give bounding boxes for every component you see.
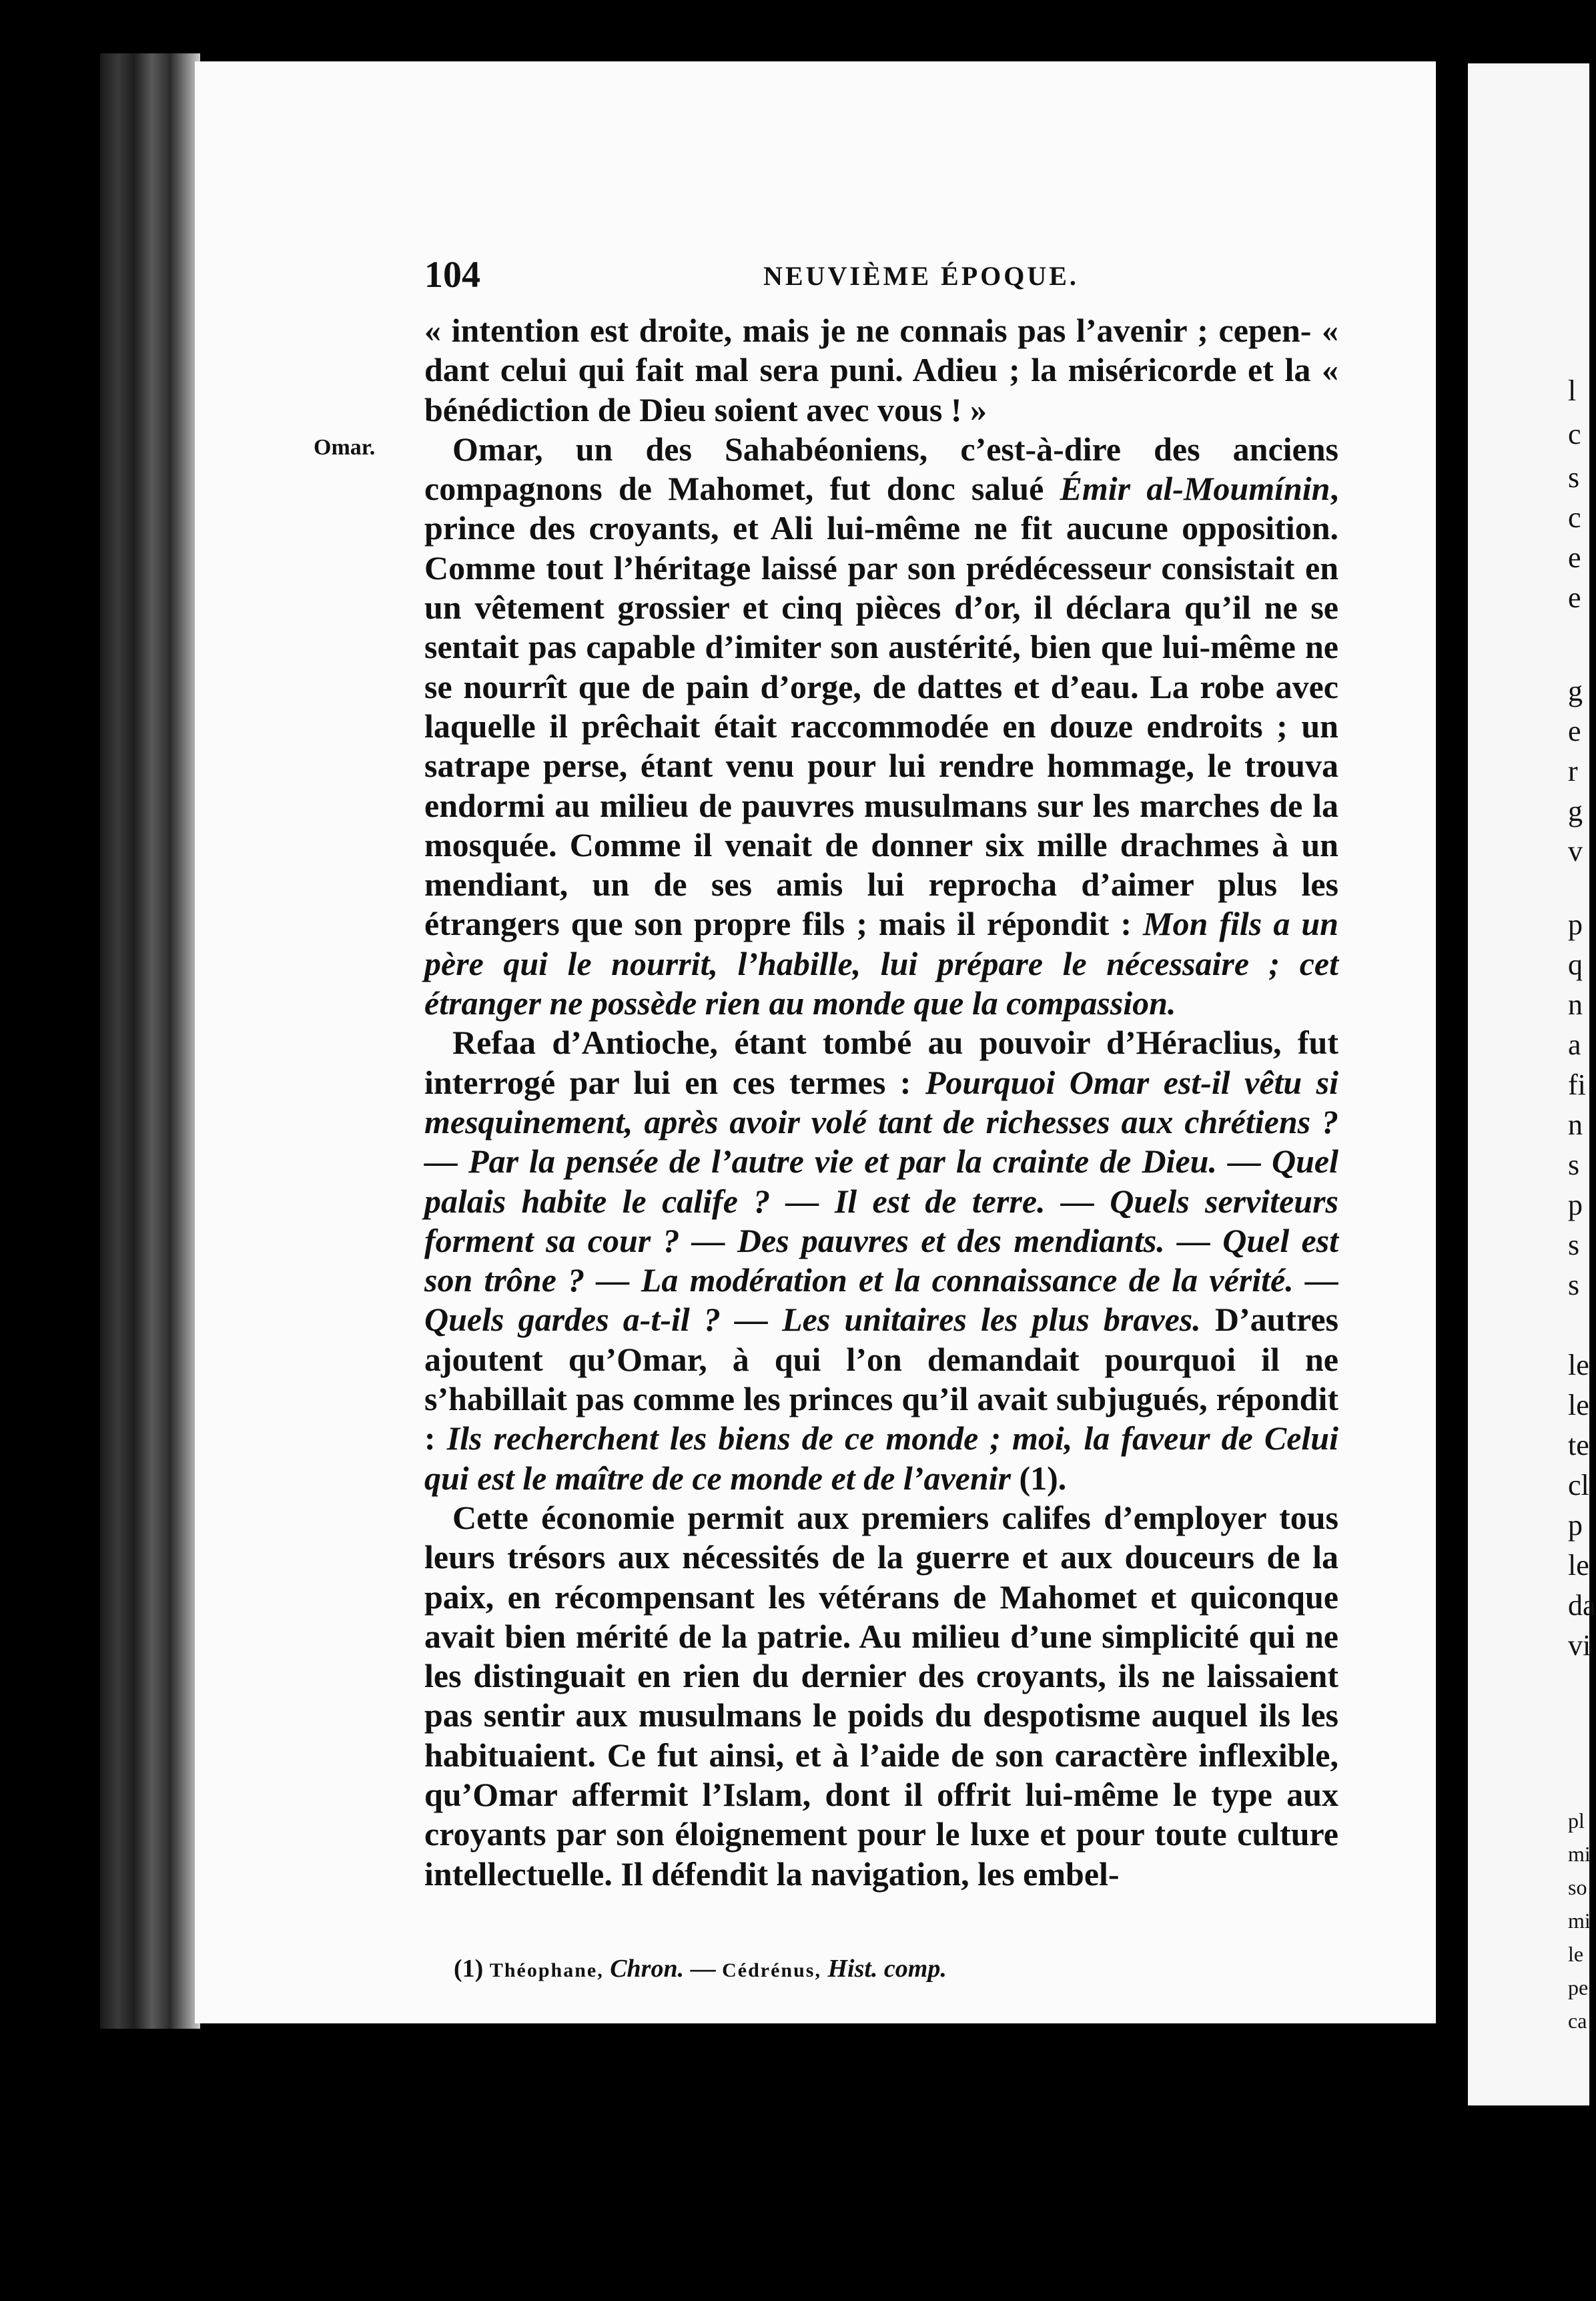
adjacent-page-fragment: p — [1568, 1509, 1583, 1542]
adjacent-page-fragment: le — [1568, 1942, 1584, 1966]
paragraph — [424, 430, 1338, 1023]
footnote-work: Chron. — [610, 1955, 685, 1983]
text-run: (1). — [1010, 1459, 1067, 1497]
adjacent-page-fragment: v — [1568, 835, 1583, 868]
body-text — [424, 311, 1338, 1894]
footnote — [454, 1954, 1321, 1983]
adjacent-page-fragment: cl — [1568, 1469, 1589, 1502]
adjacent-page-fragment: p — [1568, 908, 1583, 941]
adjacent-page-fragment: g — [1568, 675, 1583, 707]
adjacent-page-fragment: c — [1568, 501, 1581, 534]
adjacent-page-fragment: s — [1568, 1269, 1580, 1301]
adjacent-page-fragment: mi — [1568, 1909, 1591, 1933]
footnote-work: Hist. comp. — [827, 1955, 947, 1983]
text-run: D’autres ajoutent qu’Omar, à qui l’on demandait pourquoi il ne s’habillait pas comme les princes qu’il avait subjugués, répondit : — [424, 1301, 1338, 1457]
text-run: Cette économie permit aux premiers califes d’employer tous leurs trésors aux nécessités de la guerre et aux douceurs de la paix, en récompensant les vétérans de Mahomet et quiconque avait bien mérité de la patrie. Au milieu d’une simplicité qui ne les distinguait en rien du dernier des croyants, ils ne laissaient pas sentir aux musulmans le poids du despotisme auquel ils les habituaient. Ce fut ainsi, et à l’aide de son caractère inflexible, qu’Omar affermit l’Islam, dont il offrit lui-même le type aux croyants par son éloignement pour le luxe et pour toute culture intellectuelle. Il défendit la navigation, les embel- — [424, 1498, 1338, 1893]
adjacent-page-fragment: s — [1568, 1148, 1580, 1181]
paragraph — [424, 311, 1338, 430]
adjacent-page-fragment: pe — [1568, 1975, 1589, 1999]
footnote-author: Théophane, — [489, 1959, 604, 1981]
footnote-author: Cédrénus, — [722, 1959, 821, 1981]
adjacent-page-fragment: mi — [1568, 1842, 1591, 1866]
page-header — [424, 254, 1345, 300]
adjacent-page-fragment: e — [1568, 541, 1581, 574]
adjacent-page-fragment: c — [1568, 418, 1581, 450]
italic-text: Mon fils a un père qui le nourrit, l’habille, lui prépare le nécessaire ; cet étranger ne possède rien au monde que la compassion. — [424, 905, 1338, 1022]
adjacent-page-fragment: e — [1568, 581, 1581, 614]
adjacent-page-fragment: l — [1568, 374, 1577, 407]
adjacent-page-fragment: p — [1568, 1189, 1583, 1221]
adjacent-page-fragment: le — [1568, 1549, 1589, 1582]
adjacent-page-fragment: n — [1568, 988, 1583, 1021]
adjacent-page-fragment: s — [1568, 461, 1580, 494]
page-number: 104 — [424, 254, 480, 296]
adjacent-page-fragment: le — [1568, 1389, 1589, 1421]
text-run: « intention est droite, mais je ne connais pas l’avenir ; cepen- « dant celui qui fait mal sera puni. Adieu ; la miséricorde et la « bénédiction de Dieu soient avec vous ! » — [424, 312, 1338, 428]
italic-text: Ils recherchent les biens de ce monde ; moi, la faveur de Celui qui est le maître de ce monde et de l’avenir — [424, 1419, 1339, 1497]
footnote-separator: — — [684, 1955, 723, 1983]
adjacent-page-fragment: vi — [1568, 1629, 1591, 1662]
adjacent-page-fragment: s — [1568, 1229, 1580, 1261]
text-run: Refaa d’Antioche, étant tombé au pouvoir d’Héraclius, fut interrogé par lui en ces termes : — [424, 1024, 1338, 1101]
adjacent-page-fragment: a — [1568, 1028, 1581, 1061]
adjacent-page-fragment: te — [1568, 1429, 1589, 1461]
adjacent-page-fragment: e — [1568, 715, 1581, 747]
italic-text: Émir al-Moumínin — [1060, 470, 1330, 508]
paragraph — [424, 1498, 1338, 1894]
margin-note: Omar. — [314, 435, 376, 460]
paragraph — [424, 1023, 1338, 1498]
italic-text: Pourquoi Omar est-il vêtu si mesquinement, après avoir volé tant de richesses aux chrétiens ? — Par la pensée de l’autre vie et par la crainte de Dieu. — Quel palais habite le calife ? — Il est de terre. — Quels serviteurs forment sa cour ? — Des pauvres et des mendiants. — Quel est son trône ? — La modération et la connaissance de la vérité. — Quels gardes a-t-il ? — Les unitaires les plus braves. — [424, 1063, 1339, 1339]
text-run: Omar, un des Sahabéoniens, c’est-à-dire des anciens compagnons de Mahomet, fut donc salué — [424, 430, 1338, 508]
adjacent-page-fragment: n — [1568, 1108, 1583, 1141]
adjacent-page-fragment: le — [1568, 1349, 1589, 1381]
adjacent-page-fragment: so — [1568, 1875, 1587, 1899]
text-run: , prince des croyants, et Ali lui-même ne fit aucune opposition. Comme tout l’héritage laissé par son prédécesseur consistait en un vêtement grossier et cinq pièces d’or, il déclara qu’il ne se sentait pas capable d’imiter son austérité, bien que lui-même ne se nourrît que de pain d’orge, de dattes et d’eau. La robe avec laquelle il prêchait était raccommodée en douze endroits ; un satrape perse, étant venu pour lui rendre hommage, le trouva endormi au milieu de pauvres musulmans sur les marches de la mosquée. Comme il venait de donner six mille drachmes à un mendiant, un de ses amis lui reprocha d’aimer plus les étrangers que son propre fils ; mais il répondit : — [424, 470, 1338, 943]
adjacent-page-fragment: ca — [1568, 2009, 1587, 2033]
adjacent-page-fragment: q — [1568, 948, 1583, 981]
book-spine — [100, 53, 200, 2029]
adjacent-page-fragment: da — [1568, 1589, 1596, 1622]
footnote-marker: (1) — [454, 1955, 490, 1983]
adjacent-page-fragment: fi — [1568, 1068, 1586, 1101]
adjacent-page-fragment: pl — [1568, 1809, 1585, 1833]
running-title: NEUVIÈME ÉPOQUE. — [763, 261, 1079, 291]
adjacent-page-fragment: g — [1568, 795, 1583, 828]
adjacent-page-fragment: r — [1568, 755, 1578, 787]
